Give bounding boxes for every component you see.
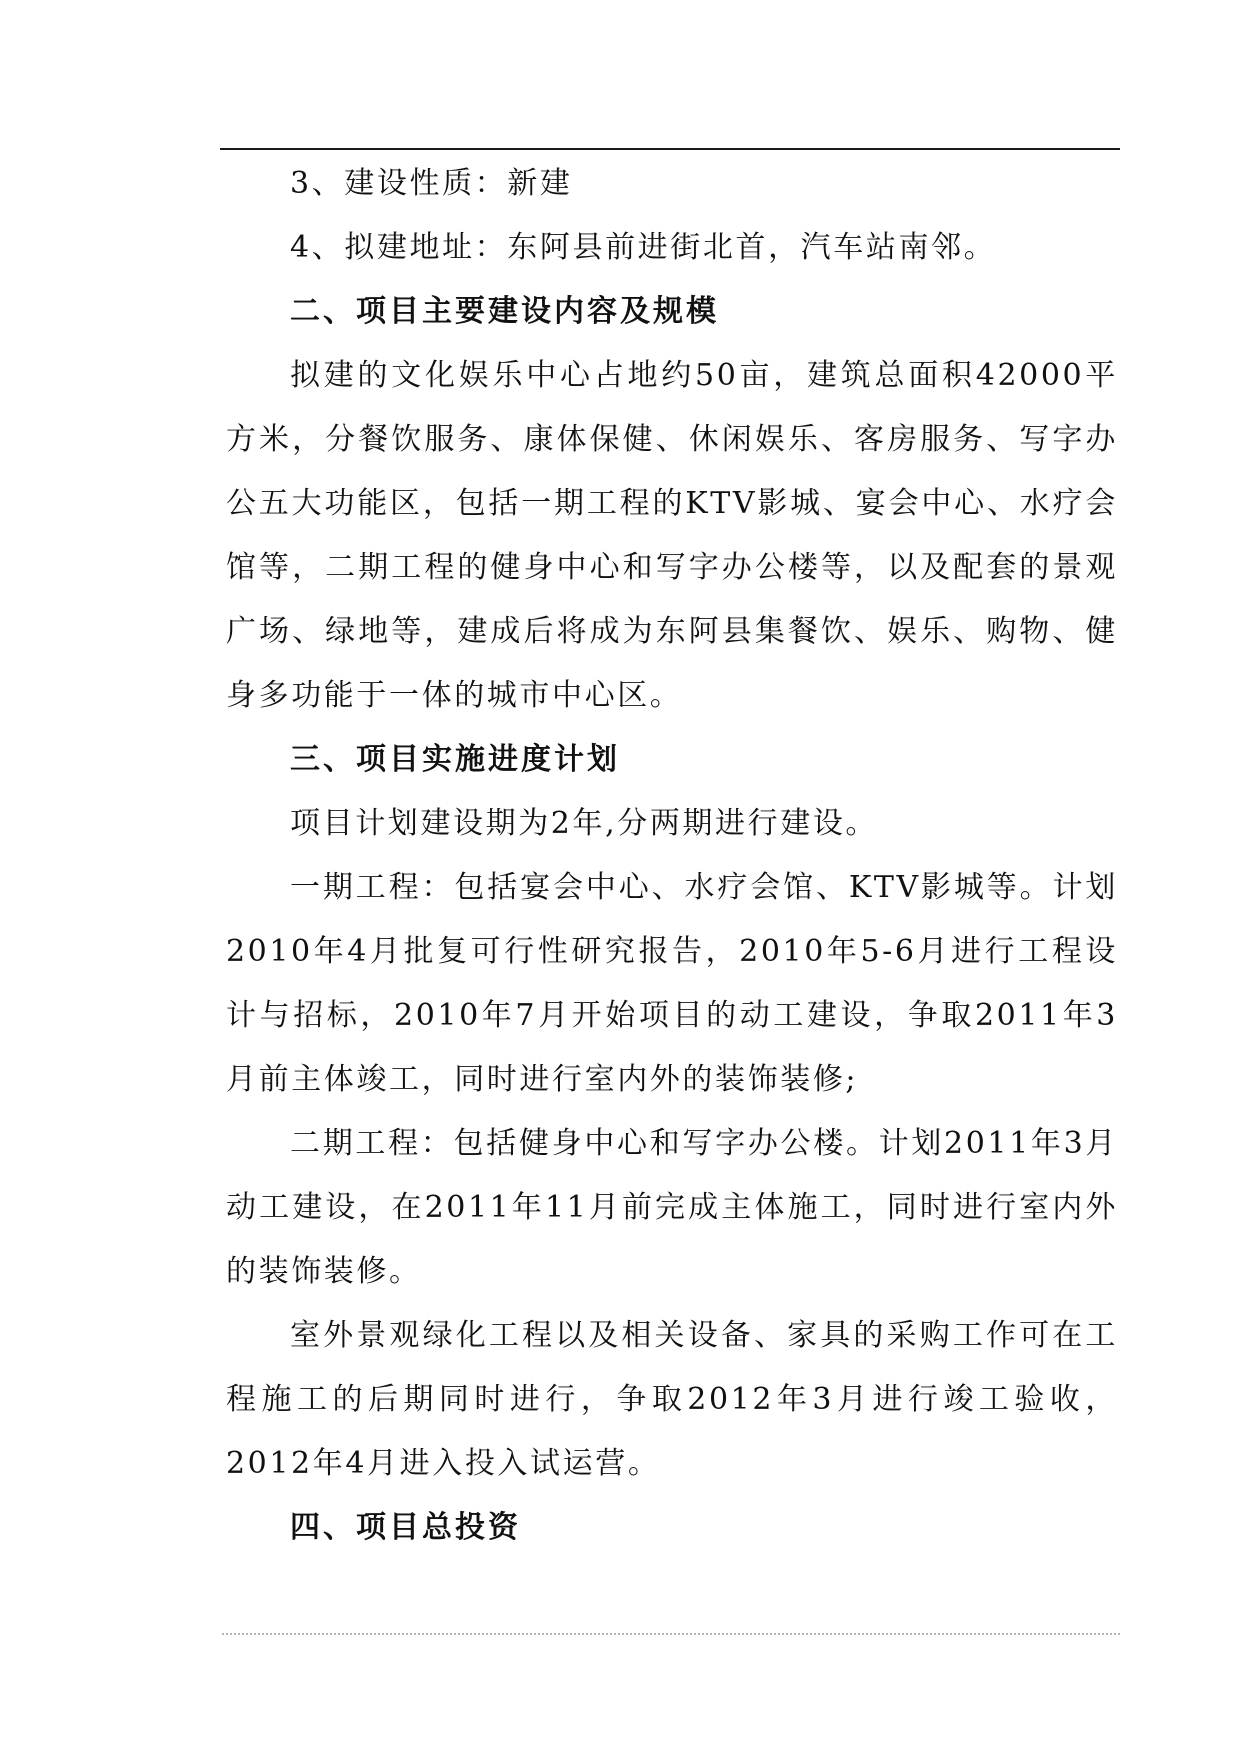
paragraph-phase-two: 二期工程：包括健身中心和写字办公楼。计划2011年3月动工建设，在2011年11月前完成主体施工，同时进行室内外的装饰装修。 (226, 1126, 1118, 1289)
section-heading-content-scale: 二、项目主要建设内容及规模 (290, 294, 719, 329)
section-heading-schedule: 三、项目实施进度计划 (290, 742, 620, 777)
paragraph-phase-one: 一期工程：包括宴会中心、水疗会馆、KTV影城等。计划2010年4月批复可行性研究报告，2010年5-6月进行工程设计与招标，2010年7月开始项目的动工建设，争取2011年3月前主体竣工，同时进行室内外的装饰装修; (226, 870, 1118, 1097)
footer-rule (222, 1633, 1120, 1635)
paragraph-landscaping-completion: 室外景观绿化工程以及相关设备、家具的采购工作可在工程施工的后期同时进行，争取2012年3月进行竣工验收，2012年4月进入投入试运营。 (226, 1318, 1118, 1481)
header-rule (220, 148, 1120, 150)
paragraph-schedule-overview: 项目计划建设期为2年,分两期进行建设。 (290, 806, 879, 841)
paragraph-content-scale: 拟建的文化娱乐中心占地约50亩，建筑总面积42000平方米，分餐饮服务、康体保健、休闲娱乐、客房服务、写字办公五大功能区，包括一期工程的KTV影城、宴会中心、水疗会馆等，二期工程的健身中心和写字办公楼等，以及配套的景观广场、绿地等，建成后将成为东阿县集餐饮、娱乐、购物、健身多功能于一体的城市中心区。 (226, 358, 1118, 713)
section-heading-total-investment: 四、项目总投资 (290, 1510, 521, 1545)
item-construction-nature: 3、建设性质：新建 (290, 166, 573, 201)
item-site-address: 4、拟建地址：东阿县前进街北首，汽车站南邻。 (290, 230, 997, 265)
